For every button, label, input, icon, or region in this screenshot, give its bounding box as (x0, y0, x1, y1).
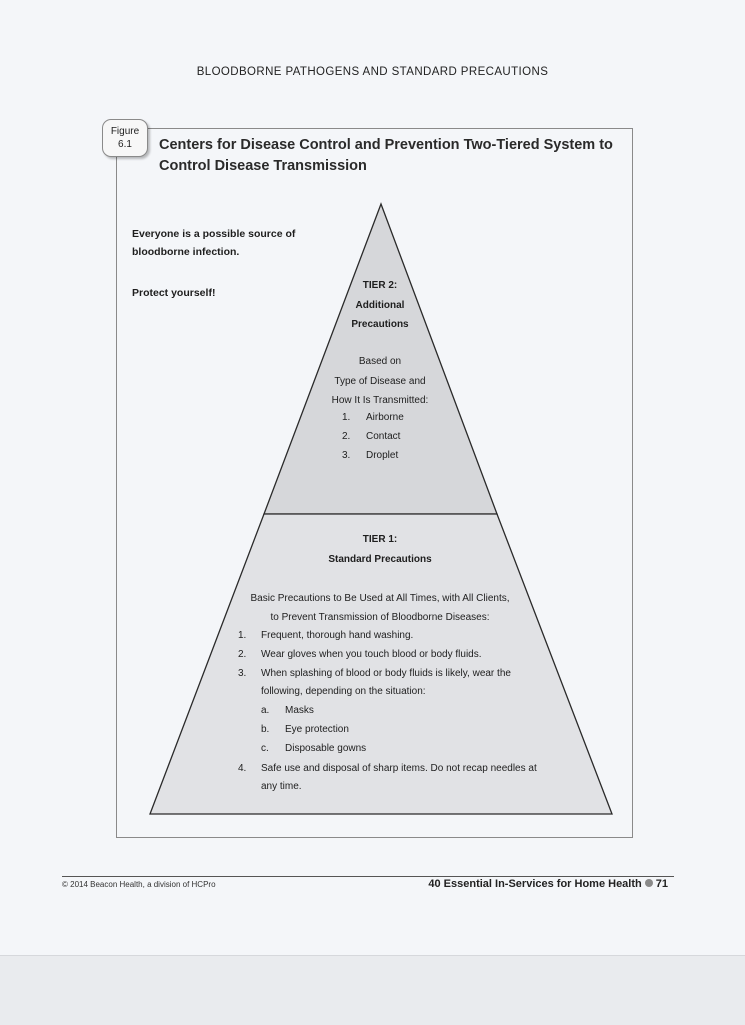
figure-label-number: 6.1 (118, 139, 132, 150)
tier1-heading: TIER 1: (362, 534, 398, 545)
tier1-item-3-num: 3. (238, 668, 247, 679)
tier2-item-1-text: Airborne (366, 412, 404, 423)
tier1-intro-1: Basic Precautions to Be Used at All Times, with All Clients, (250, 593, 510, 604)
tier1-item-1-text: Frequent, thorough hand washing. (261, 630, 414, 641)
figure-title-line-2: Control Disease Transmission (159, 158, 367, 174)
footer-page-number: 71 (655, 878, 668, 890)
tier2-intro-2: Type of Disease and (334, 376, 426, 387)
tier1-item-3-text: When splashing of blood or body fluids is likely, wear the (261, 668, 511, 679)
running-header: BLOODBORNE PATHOGENS AND STANDARD PRECAUTIONS (196, 66, 549, 78)
tier1-item-3-continuation: following, depending on the situation: (261, 686, 426, 697)
side-note-line-2: bloodborne infection. (132, 246, 240, 258)
side-note (132, 225, 295, 261)
figure-title-line-1: Centers for Disease Control and Prevention Two-Tiered System to (159, 137, 613, 153)
tier1-subitem-b-letter: b. (261, 724, 270, 735)
tier1-subheading: Standard Precautions (328, 554, 432, 565)
tier2-subheading-1: Additional (355, 300, 405, 311)
footer-book-title: 40 Essential In-Services for Home Health (428, 878, 642, 890)
tier1-subitem-a-letter: a. (261, 705, 270, 716)
tier2-item-2-text: Contact (366, 431, 401, 442)
tier2-item-3-num: 3. (342, 450, 351, 461)
bullet-dot-icon (645, 879, 653, 887)
tier2-subheading-2: Precautions (351, 319, 409, 330)
side-note-line-1: Everyone is a possible source of (132, 228, 296, 240)
tier2-item-3-text: Droplet (366, 450, 399, 461)
scanner-bed-margin (0, 955, 745, 1025)
tier1-subitem-c-text: Disposable gowns (285, 743, 367, 754)
tier1-item-4-text: Safe use and disposal of sharp items. Do not recap needles at (261, 763, 537, 774)
tier1-item-2-text: Wear gloves when you touch blood or body fluids. (261, 649, 482, 660)
tier1-subitem-c-letter: c. (261, 743, 269, 754)
tier1-item-4-num: 4. (238, 763, 247, 774)
footer-rule (62, 876, 674, 877)
tier1-item-4-continuation: any time. (261, 781, 302, 792)
tier2-item-1-num: 1. (342, 412, 351, 423)
tier1-subitem-b-text: Eye protection (285, 724, 349, 735)
tier1-item-1-num: 1. (238, 630, 247, 641)
tier1-item-2-num: 2. (238, 649, 247, 660)
side-note-emphasis: Protect yourself! (132, 287, 216, 299)
tier1-intro-2: to Prevent Transmission of Bloodborne Diseases: (270, 612, 490, 623)
footer-copyright: © 2014 Beacon Health, a division of HCPro (62, 880, 216, 889)
tier1-subitem-a-text: Masks (285, 705, 314, 716)
tier2-heading: TIER 2: (362, 280, 398, 291)
tier2-intro-1: Based on (358, 356, 402, 367)
figure-label-word: Figure (110, 126, 140, 137)
tier2-intro-3: How It Is Transmitted: (331, 395, 429, 406)
figure-label-badge (102, 119, 148, 157)
footer-book-info (428, 878, 668, 890)
tier2-item-2-num: 2. (342, 431, 351, 442)
figure-title (159, 135, 619, 177)
